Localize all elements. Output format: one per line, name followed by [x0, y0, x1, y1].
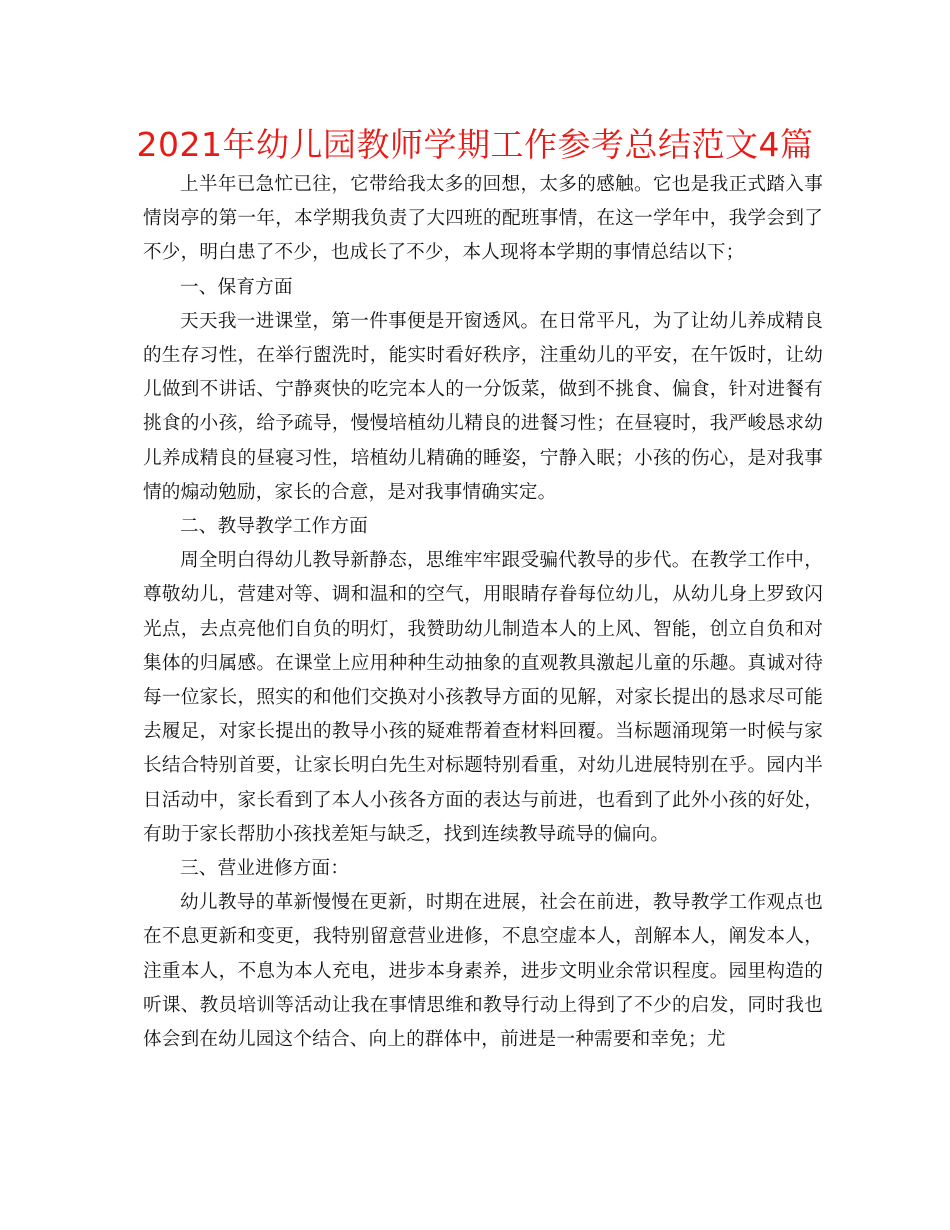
intro-paragraph: 上半年已急忙已往，它带给我太多的回想，太多的感触。它也是我正式踏入事情岗亭的第一年，本学期我负责了大四班的配班事情，在这一学年中，我学会到了不少，明白患了不少，也成长了不少，本人现将本学期的事情总结以下； — [143, 174, 823, 264]
section-heading-study: 三、营业进修方面： — [180, 858, 350, 880]
care-paragraph: 天天我一进课堂，第一件事便是开窗透风。在日常平凡，为了让幼儿养成精良的生存习性，在举行盥洗时，能实时看好秩序，注重幼儿的平安，在午饭时，让幼儿做到不讲话、宁静爽快的吃完本人的一分饭菜，做到不挑食、偏食，针对进餐有挑食的小孩，给予疏导，慢慢培植幼儿精良的进餐习性；在昼寝时，我严峻恳求幼儿养成精良的昼寝习性，培植幼儿精确的睡姿，宁静入眠；小孩的伤心，是对我事情的煽动勉励，家长的合意，是对我事情确实定。 — [143, 310, 823, 503]
teaching-paragraph: 周全明白得幼儿教导新静态，思维牢牢跟受骗代教导的步代。在教学工作中，尊敬幼儿，营建对等、调和温和的空气，用眼睛存眷每位幼儿，从幼儿身上罗致闪光点，去点亮他们自负的明灯，我赞助幼儿制造本人的上风、智能，创立自负和对集体的归属感。在课堂上应用种种生动抽象的直观教具激起儿童的乐趣。真诚对待每一位家长，照实的和他们交换对小孩教导方面的见解，对家长提出的恳求尽可能去履足，对家长提出的教导小孩的疑难帮着查材料回覆。当标题涌现第一时候与家长结合特别首要，让家长明白先生对标题特别看重，对幼儿进展特别在乎。园内半日活动中，家长看到了本人小孩各方面的表达与前进，也看到了此外小孩的好处，有助于家长帮肋小孩找差矩与缺乏，找到连续教导疏导的偏向。 — [143, 550, 823, 845]
section-heading-teaching: 二、教导教学工作方面 — [180, 516, 368, 538]
document-body — [143, 168, 823, 1057]
document-title: 2021年幼儿园教师学期工作参考总结范文4篇 — [136, 125, 814, 164]
section-heading-care: 一、保育方面 — [180, 276, 293, 298]
study-paragraph: 幼儿教导的革新慢慢在更新，时期在进展，社会在前进，教导教学工作观点也在不息更新和变更，我特别留意营业进修，不息空虚本人，剖解本人，阐发本人，注重本人，不息为本人充电，进步本身素养，进步文明业余常识程度。园里构造的听课、教员培训等活动让我在事情思维和教导行动上得到了不少的启发，同时我也体会到在幼儿园这个结合、向上的群体中，前进是一种需要和幸免；尤 — [143, 892, 823, 1051]
